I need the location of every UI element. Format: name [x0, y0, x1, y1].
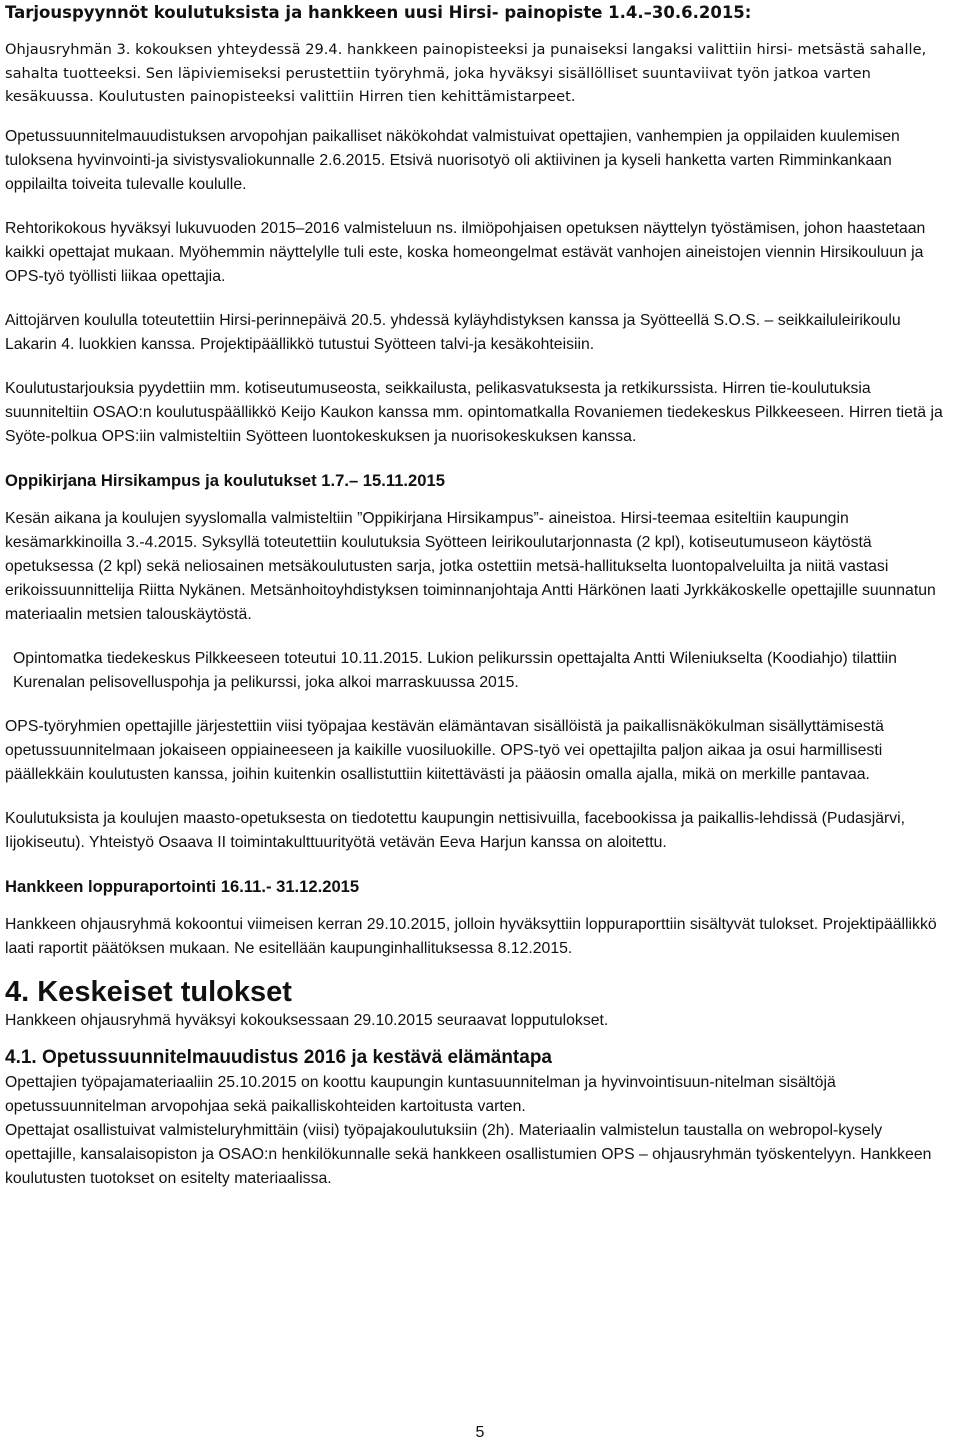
section-title: Tarjouspyynnöt koulutuksista ja hankkeen uusi Hirsi- painopiste 1.4.–30.6.2015:	[5, 3, 752, 22]
paragraph-ops-tyoryhmat: OPS-työryhmien opettajille järjestettiin viisi työpajaa kestävän elämäntavan sisällöistä ja paikallisnäkökulman sisällyttämisestä opetussuunnitelmaan jokaiseen oppiaineeseen ja kaikille vuosiluokille. OPS-työ vei opettajilta paljon aikaa ja osui harmillisesti päällekkäin koulutusten kanssa, joihin kuitenkin osallistuttiin kiitettävästi ja pääosin omalla ajalla, mikä on merkille pantavaa.	[5, 717, 884, 783]
paragraph-opettajat-osallistuivat: Opettajat osallistuivat valmisteluryhmittäin (viisi) työpajakoulutuksiin (2h). Materiaalin valmistelun taustalla on webropol-kysely opettajille, kansalaisopiston ja OSAO:n henkilökunnalle sekä hankkeen osallistumien OPS – ohjausryhmän työskentelyyn. Hankkeen koulutusten tuotokset on esitelty materiaalissa.	[5, 1121, 932, 1187]
heading-ops-uudistus: 4.1. Opetussuunnitelmauudistus 2016 ja kestävä elämäntapa	[5, 1046, 552, 1068]
paragraph-tyopajamateriaali: Opettajien työpajamateriaaliin 25.10.2015 on koottu kaupungin kuntasuunnitelman ja hyvinvointisuun-nitelman sisältöjä opetussuunnitelman arvopohjaa sekä paikalliskohteiden kartoitusta varten.	[5, 1073, 836, 1115]
paragraph-opintomatka: Opintomatka tiedekeskus Pilkkeeseen toteutui 10.11.2015. Lukion pelikurssin opettajalta Antti Wileniukselta (Koodiahjo) tilattiin Kurenalan pelisovelluspohja ja pelikurssi, joka alkoi marraskuussa 2015.	[13, 649, 897, 691]
paragraph-tiedottaminen: Koulutuksista ja koulujen maasto-opetuksesta on tiedotettu kaupungin nettisivuilla, facebookissa ja paikallis-lehdissä (Pudasjärvi, Iijokiseutu). Yhteistyö Osaava II toimintakulttuurityötä vetävän Eeva Harjun kanssa on aloitettu.	[5, 809, 906, 851]
paragraph-kesan-aikana: Kesän aikana ja koulujen syyslomalla valmisteltiin ”Oppikirjana Hirsikampus”- aineistoa. Hirsi-teemaa esiteltiin kaupungin kesämarkkinoilla 3.-4.2015. Syksyllä toteutettiin koulutuksia Syötteen leirikoulutarjonnasta (2 kpl), kotiseutumuseon käytöstä opetuksessa (2 kpl) sekä neliosainen metsäkoulutusten sarja, jotka ostettiin metsä-hallitukselta luontopalveluilta ja niitä vastasi erikoissuunnittelija Riitta Nykänen. Metsänhoitoyhdistyksen toiminnanjohtaja Antti Härkönen laati Jyrkkäkoskelle opettajille suunnatun materiaalin metsien talouskäytöstä.	[5, 509, 936, 623]
section-body: Ohjausryhmän 3. kokouksen yhteydessä 29.4. hankkeen painopisteeksi ja punaiseksi langaksi valittiin hirsi- metsästä sahalle, sahalta tuotteeksi. Sen läpiviemiseksi perustettiin työryhmä, joka hyväksyi sisällölliset suuntaviivat työn jatkoa varten kesäkuussa. Koulutusten painopisteeksi valittiin Hirren tien kehittämistarpeet.	[5, 41, 927, 105]
paragraph-ohjausryhma-kokoontui: Hankkeen ohjausryhmä kokoontui viimeisen kerran 29.10.2015, jolloin hyväksyttiin loppuraporttiin sisältyvät tulokset. Projektipäällikkö laati raportit päätöksen mukaan. Ne esitellään kaupunginhallituksessa 8.12.2015.	[5, 915, 937, 957]
page-content	[5, 0, 955, 1191]
heading-oppikirjana-hirsikampus: Oppikirjana Hirsikampus ja koulutukset 1.7.– 15.11.2015	[5, 470, 445, 490]
page-number: 5	[475, 1424, 485, 1441]
heading-keskeiset-tulokset: 4. Keskeiset tulokset	[5, 975, 292, 1008]
paragraph-lopputulokset: Hankkeen ohjausryhmä hyväksyi kokouksessaan 29.10.2015 seuraavat lopputulokset.	[5, 1011, 609, 1029]
paragraph-rehtorikokous: Rehtorikokous hyväksyi lukuvuoden 2015–2016 valmisteluun ns. ilmiöpohjaisen opetuksen näyttelyn työstämisen, johon haastetaan kaikki opettajat mukaan. Myöhemmin näyttelylle tuli este, koska homeongelmat estävät vanhojen aineistojen viennin Hirsikouluun ja OPS-työ työllisti liikaa opettajia.	[5, 219, 926, 285]
paragraph-ops-arvopohja: Opetussuunnitelmauudistuksen arvopohjan paikalliset näkökohdat valmistuivat opettajien, vanhempien ja oppilaiden kuulemisen tuloksena hyvinvointi-ja sivistysvaliokunnalle 2.6.2015. Etsivä nuorisotyö oli aktiivinen ja kyseli hanketta varten Rimminkankaan oppilailta toiveita tulevalle koululle.	[5, 127, 900, 193]
paragraph-koulutustarjoukset: Koulutustarjouksia pyydettiin mm. kotiseutumuseosta, seikkailusta, pelikasvatuksesta ja retkikurssista. Hirren tie-koulutuksia suunniteltiin OSAO:n koulutuspäällikkö Keijo Kaukon kanssa mm. opintomatkalla Rovaniemen tiedekeskus Pilkkeeseen. Hirren tietä ja Syöte-polkua OPS:iin valmisteltiin Syötteen luontokeskuksen ja nuorisokeskuksen kanssa.	[5, 379, 943, 445]
section-tarjouspyynnot	[5, 0, 955, 109]
paragraph-aittojarvi: Aittojärven koululla toteutettiin Hirsi-perinnepäivä 20.5. yhdessä kyläyhdistyksen kanssa ja Syötteellä S.O.S. – seikkailuleirikoulu Lakarin 4. luokkien kanssa. Projektipäällikkö tutustui Syötteen talvi-ja kesäkohteisiin.	[5, 311, 901, 353]
heading-loppuraportointi: Hankkeen loppuraportointi 16.11.- 31.12.2015	[5, 876, 360, 896]
section-main-text	[5, 125, 955, 1191]
